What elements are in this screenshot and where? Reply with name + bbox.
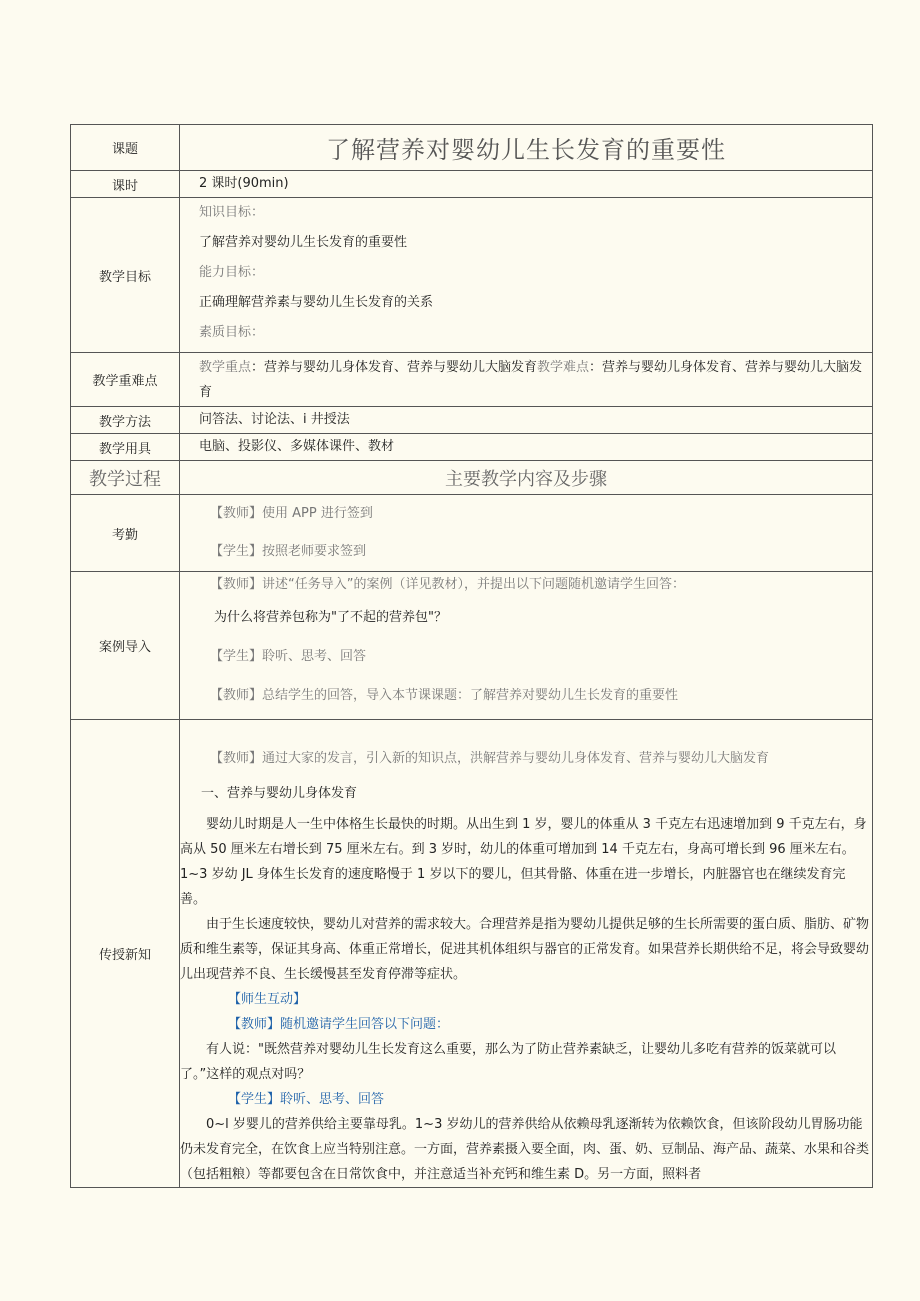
tools-value: 电脑、投影仪、多媒体课件、教材 — [180, 434, 873, 461]
title-label: 课题 — [71, 125, 180, 171]
lesson-plan-sheet — [70, 124, 872, 1188]
hours-label: 课时 — [71, 171, 180, 198]
row-key-points — [71, 353, 873, 407]
ability-heading: 能力目标： — [199, 265, 265, 280]
paragraph-body-growth: 婴幼儿时期是人一生中体格生长最快的时期。从出生到 1 岁，婴儿的体重从 3 千克左右迅速增加到 9 千克左右，身高从 50 厘米左右增长到 75 厘米左右。到 3 岁时，幼儿的体重可增加到 14 千克左右，身高可增长到 96 厘米左右。1~3 岁幼 JL 身体生长发育的速度略慢于 1 岁以下的婴儿，但其骨骼、体重在进一步增长，内脏器官也在继续发育完善。 — [180, 817, 867, 907]
row-new-knowledge — [71, 720, 873, 1188]
process-header-right: 主要教学内容及步骤 — [180, 461, 873, 495]
tools-label: 教学用具 — [71, 434, 180, 461]
difficulty-text: ：营养与婴幼儿身体发育、营养与婴幼儿大脑发育 — [199, 359, 863, 400]
key-points-content — [180, 353, 873, 407]
row-process-header — [71, 461, 873, 495]
case-intro-content — [180, 572, 873, 720]
student-response: 【学生】聆听、思考、回答 — [228, 1092, 385, 1107]
objectives-label: 教学目标 — [71, 198, 180, 353]
interaction-heading: 【师生互动】 — [228, 992, 307, 1007]
focus-label: 教学重点 — [199, 359, 252, 375]
method-label: 教学方法 — [71, 407, 180, 434]
knowledge-text: 了解营养对婴幼儿生长发育的重要性 — [199, 235, 408, 250]
row-case-intro — [71, 572, 873, 720]
row-objectives — [71, 198, 873, 353]
attendance-content — [180, 495, 873, 572]
objectives-content — [180, 198, 873, 353]
hours-value: 2 课时(90min) — [180, 171, 873, 198]
row-attendance — [71, 495, 873, 572]
case-intro-question: 为什么将营养包称为"了不起的营养包"？ — [214, 610, 447, 625]
lesson-plan-table — [70, 124, 873, 1188]
case-intro-student: 【学生】聆听、思考、回答 — [210, 649, 367, 664]
quality-heading: 素质目标： — [199, 325, 265, 340]
new-knowledge-intro: 【教师】通过大家的发言，引入新的知识点，洪解营养与婴幼儿身体发育、营养与婴幼儿大脑发育 — [210, 751, 770, 766]
case-intro-summary: 【教师】总结学生的回答，导入本节课课题：了解营养对婴幼儿生长发育的重要性 — [210, 688, 679, 703]
teacher-question-prompt: 【教师】随机邀请学生回答以下问题： — [228, 1017, 450, 1032]
new-knowledge-label: 传授新知 — [71, 720, 180, 1188]
case-intro-label: 案例导入 — [71, 572, 180, 720]
lesson-title: 了解营养对婴幼儿生长发育的重要性 — [180, 125, 873, 171]
row-method — [71, 407, 873, 434]
new-knowledge-content — [180, 720, 873, 1188]
row-tools — [71, 434, 873, 461]
focus-text: ：营养与婴幼儿身体发育、营养与婴幼儿大脑发育 — [251, 359, 538, 375]
paragraph-nutrition-need: 由于生长速度较快，婴幼儿对营养的需求较大。合理营养是指为婴幼儿提供足够的生长所需要的蛋白质、脂肪、矿物质和维生素等，保证其身高、体重正常增长，促进其机体组织与器官的正常发育。如果营养长期供给不足，将会导致婴幼儿出现营养不良、生长缓慢甚至发育停滞等症状。 — [180, 917, 870, 982]
method-value: 问答法、讨论法、i 井授法 — [180, 407, 873, 434]
discussion-question: 有人说："既然营养对婴幼儿生长发育这么重要，那么为了防止营养素缺乏，让婴幼儿多吃有营养的饭菜就可以了。”这样的观点对吗？ — [180, 1042, 836, 1082]
process-header-left: 教学过程 — [71, 461, 180, 495]
attendance-label: 考勤 — [71, 495, 180, 572]
case-intro-teacher: 【教师】讲述“任务导入”的案例（详见教材），并提出以下问题随机邀请学生回答： — [210, 577, 685, 592]
key-points-label: 教学重难点 — [71, 353, 180, 407]
difficulty-label: 教学难点 — [537, 359, 590, 375]
paragraph-feeding: 0~l 岁婴儿的营养供给主要靠母乳。1~3 岁幼儿的营养供给从依赖母乳逐渐转为依赖饮食，但该阶段幼儿胃肠功能仍未发育完全，在饮食上应当特别注意。一方面，营养素摄入要全面，肉、蛋、奶、豆制品、海产品、蔬菜、水果和谷类（包括粗粮）等都要包含在日常饮食中，并注意适当补充钙和维生素 D。另一方面，照料者 — [180, 1117, 870, 1182]
attendance-line-teacher: 【教师】使用 APP 进行签到 — [210, 506, 373, 521]
section-heading: 一、营养与婴幼儿身体发育 — [201, 786, 358, 801]
row-title — [71, 125, 873, 171]
row-hours — [71, 171, 873, 198]
knowledge-heading: 知识目标： — [199, 205, 265, 220]
attendance-line-student: 【学生】按照老师要求签到 — [210, 544, 367, 559]
ability-text: 正确理解营养素与婴幼儿生长发育的关系 — [199, 295, 434, 310]
